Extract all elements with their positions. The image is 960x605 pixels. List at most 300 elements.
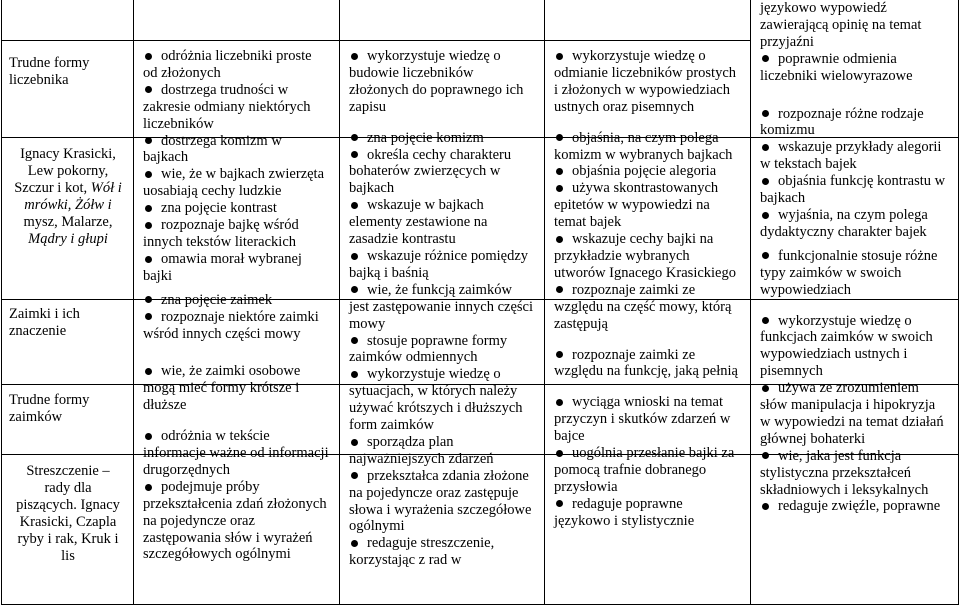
requirement-text: pomocą trafnie dobranego [554,461,707,478]
requirement-line [341,349,544,366]
table-border [1,0,2,605]
requirement-text: przyjaźni [760,33,814,50]
requirement-text: objaśnia funkcję kontrastu w [778,173,946,190]
requirement-text: wie, że w bajkach zwierzęta [161,166,325,183]
requirement-line [546,147,750,164]
requirement-text: utworów Ignacego Krasickiego [554,264,736,281]
requirement-item [546,496,750,513]
requirement-text: odróżnia w tekście [161,428,270,445]
requirement-line [341,265,544,282]
requirement-item [546,48,750,65]
requirement-item [546,130,750,147]
requirement-line [752,17,958,34]
requirement-line [135,149,339,166]
spacer [752,85,958,92]
topic-line [9,197,127,214]
requirement-text: względu na część mowy, którą [554,298,732,315]
requirement-text: wskazuje w bajkach [367,197,484,214]
requirement-line [752,282,958,299]
requirement-line [135,116,339,133]
bullet-icon [351,53,358,60]
spacer [752,306,958,313]
bullet-icon [145,296,152,303]
topic-line: Ignacy Krasicki, [20,146,116,162]
requirement-text: językowo i stylistycznie [554,512,695,529]
spacer [135,342,339,349]
requirement-line [752,34,958,51]
requirement-line [752,156,958,173]
requirement-text: przysłowia [554,478,618,495]
requirement-line [135,445,339,462]
requirement-item [341,282,544,299]
topic-cell [9,146,127,248]
requirement-line [135,99,339,116]
requirement-line [752,122,958,139]
requirement-text: omawia morał wybranej [161,250,302,267]
requirement-item [752,313,958,330]
requirement-text: zna pojęcie komizm [367,129,484,146]
bullet-icon [351,337,358,344]
bullet-icon [145,137,152,144]
requirement-text: wyciąga wnioski na temat [572,394,723,411]
requirement-text: bajki [143,267,172,284]
column-divider [544,0,545,605]
requirement-item [341,468,544,485]
bullet-icon [762,452,769,459]
requirement-text: komizmu [760,122,815,139]
requirement-text: złożonych do poprawnego ich [349,81,524,98]
bullet-icon [145,53,152,60]
requirement-text: zna pojęcie zaimek [161,291,273,308]
requirement-item [341,333,544,350]
topic-cell [9,55,89,89]
bullet-icon [556,134,563,141]
requirement-line [546,197,750,214]
spacer [752,99,958,106]
requirement-text: w tekstach bajek [760,156,857,173]
requirement-text: sporządza plan [367,433,454,450]
spacer [546,116,750,123]
bullet-icon [556,236,563,243]
bullet-icon [145,256,152,263]
requirements-column-4 [546,48,750,530]
bullet-icon [556,168,563,175]
requirement-item [341,535,544,552]
requirement-text: wśród innych części mowy [143,325,301,342]
requirement-text: rozpoznaje różne rodzaje [778,105,924,122]
requirement-item [752,498,958,515]
topic-line: ryby i rak, Kruk i [17,531,119,547]
bullet-icon [556,351,563,358]
requirement-line [752,224,958,241]
bullet-icon [762,212,769,219]
requirement-text: stylistyczna przekształceń [760,464,911,481]
requirement-item [135,479,339,496]
requirement-text: bajką i baśnią [349,264,429,281]
requirement-line [341,163,544,180]
bullet-icon [762,55,769,62]
topic-line: Krasicki, Czapla [19,514,117,530]
requirement-text: liczebniki wielowyrazowe [760,67,913,84]
requirement-item [135,363,339,380]
bullet-icon [351,439,358,446]
requirement-item [546,445,750,462]
bullet-icon [145,368,152,375]
requirement-text: liczebników [143,115,214,132]
spacer [135,414,339,421]
requirement-text: głównej bohaterki [760,430,866,447]
topic-line: Streszczenie – [26,463,110,479]
requirement-line [752,190,958,207]
bullet-icon [556,399,563,406]
requirement-text: w wypowiedzi na temat działań [760,413,944,430]
requirement-item [135,82,339,99]
requirement-line [546,411,750,428]
bullet-icon [351,253,358,260]
requirement-text: redaguje streszczenie, [367,535,495,552]
requirement-line [341,502,544,519]
requirement-line [341,518,544,535]
requirement-item [135,428,339,445]
requirement-item [546,394,750,411]
requirement-line [135,462,339,479]
requirement-line [546,316,750,333]
topic-line: Lew pokorny, [27,163,109,179]
topic-italic: mrówki, [24,197,76,213]
requirement-line [341,552,544,569]
requirement-line [546,65,750,82]
requirement-text: innych tekstów literackich [143,233,297,250]
bullet-icon [351,151,358,158]
bullet-icon [762,144,769,151]
requirement-item [752,248,958,265]
requirement-line [546,265,750,282]
requirement-text: wskazuje cechy bajki na [572,231,714,248]
requirement-item [341,248,544,265]
requirement-text: składniowych i leksykalnych [760,481,929,498]
requirement-text: epitetów w wypowiedzi na [554,197,710,214]
requirement-text: temat bajek [554,214,622,231]
column-divider [750,0,751,605]
topic-italic: Mądry i głupi [28,231,108,247]
topic-line: piszących. Ignacy [16,497,120,513]
spacer [135,349,339,356]
requirement-line [135,546,339,563]
requirement-text: elementy zestawione na [349,214,488,231]
requirement-line [546,363,750,380]
requirement-line [341,180,544,197]
requirement-text: słów manipulacja i hipokryzja [760,397,936,414]
bullet-icon [762,317,769,324]
requirement-text: używa skontrastowanych [572,180,719,197]
topic-line: lis [61,548,75,564]
requirement-text: dostrzega trudności w [161,81,289,98]
requirement-text: sytuacjach, w których należy [349,383,518,400]
topic-line: liczebnika [9,72,69,88]
bullet-icon [351,286,358,293]
requirement-item [135,309,339,326]
requirement-line [546,462,750,479]
requirement-item [546,180,750,197]
requirement-item [341,130,544,147]
topic-italic: Wół i [90,180,122,196]
requirements-column-5 [752,0,958,515]
requirement-text: przykładzie wybranych [554,247,690,264]
requirement-line [135,397,339,414]
requirement-line [546,248,750,265]
bullet-icon [556,53,563,60]
requirement-line [135,326,339,343]
topic-cell [9,306,80,340]
requirement-text: wie, że zaimki osobowe [161,363,301,380]
requirement-text: form zaimków [349,417,434,434]
bullet-icon [762,385,769,392]
requirement-text: ogólnymi [349,518,405,535]
requirement-line [341,65,544,82]
requirement-line [752,329,958,346]
requirement-line [546,513,750,530]
requirement-text: rozpoznaje niektóre zaimki [161,308,319,325]
requirement-item [341,197,544,214]
bullet-icon [762,252,769,259]
requirement-text: funkcjach zaimków w swoich [760,329,933,346]
requirement-line [135,496,339,513]
topic-line: rady dla [44,480,92,496]
requirement-text: ustnych oraz pisemnych [554,98,695,115]
requirement-text: przekształca zdania złożone [367,467,529,484]
requirements-column-3 [341,48,544,569]
requirement-text: zastępują [554,315,608,332]
bullet-icon [145,433,152,440]
requirement-line [135,234,339,251]
requirement-text: uosabiają cechy ludzkie [143,183,282,200]
bullet-icon [351,472,358,479]
requirement-item [752,380,958,397]
requirement-item [341,48,544,65]
requirement-text: bajkach [349,180,395,197]
requirement-text: redaguje zwięźle, poprawne [778,498,941,515]
bullet-icon [145,86,152,93]
requirement-line [341,316,544,333]
requirement-text: zastępowania słów i wyrażeń [143,529,313,546]
requirement-item [135,48,339,65]
requirement-text: funkcjonalnie stosuje różne [778,247,938,264]
spacer [546,123,750,130]
requirement-text: dostrzega komizm w [161,132,282,149]
bullet-icon [145,205,152,212]
requirement-text: wie, że funkcją zaimków [367,281,512,298]
requirement-text: bohaterów zwierzęcych w [349,163,501,180]
requirement-text: objaśnia, na czym polega [572,129,719,146]
requirement-text: wykorzystuje wiedzę o [572,48,706,64]
requirement-line [546,214,750,231]
requirement-text: najważniejszych zdarzeń [349,450,494,467]
requirement-text: przekształcenia zdań złożonych [143,495,327,512]
requirement-text: informacje ważne od informacji [143,445,329,462]
bullet-icon [556,500,563,507]
requirement-text: budowie liczebników [349,64,474,81]
requirement-text: używa ze zrozumieniem [778,380,919,397]
requirement-line [341,214,544,231]
requirement-text: korzystając z rad w [349,552,462,569]
requirement-text: wskazuje różnice pomiędzy [367,247,529,264]
spacer [341,116,544,123]
requirement-text: używać krótszych i dłuższych [349,400,523,417]
requirement-text: jest zastępowanie innych części [349,298,533,315]
bullet-icon [351,134,358,141]
requirement-line [341,485,544,502]
requirement-text: dłuższe [143,397,187,414]
requirement-item [752,448,958,465]
requirement-item [341,434,544,451]
topic-italic: Żółw i [75,197,112,213]
spacer [135,421,339,428]
requirement-text: wykorzystuje wiedzę o [367,366,501,383]
requirement-text: wskazuje przykłady alegorii [778,139,942,156]
requirement-line [752,68,958,85]
requirement-line [135,530,339,547]
bullet-icon [556,286,563,293]
requirement-text: zapisu [349,98,387,115]
requirement-text: pisemnych [760,363,823,380]
table-border [958,0,959,605]
bullet-icon [556,450,563,457]
bullet-icon [351,371,358,378]
requirement-text: wypowiedziach [760,281,851,298]
requirement-text: na pojedyncze oraz zastępuje [349,484,519,501]
requirement-text: wie, jaka jest funkcja [778,447,902,464]
topic-line [9,231,127,248]
bullet-icon [145,222,152,229]
requirement-line [546,428,750,445]
requirement-line [341,99,544,116]
requirement-item [341,366,544,383]
requirement-item [341,147,544,164]
requirement-text: rozpoznaje zaimki ze [572,346,696,363]
topic-cell [9,463,127,565]
requirement-item [752,51,958,68]
requirement-item [546,231,750,248]
requirement-line [546,99,750,116]
requirement-item [135,166,339,183]
bullet-icon [762,503,769,510]
spacer [546,340,750,347]
bullet-icon [145,313,152,320]
requirement-text: dydaktyczny charakter bajek [760,223,927,240]
topic-line: zaimków [9,409,63,425]
spacer [135,356,339,363]
requirement-line [135,65,339,82]
requirement-text: bajkach [143,149,189,166]
topic-line: Trudne formy [9,55,90,71]
requirement-line [752,482,958,499]
spacer [135,285,339,292]
bullet-icon [762,110,769,117]
bullet-icon [145,484,152,491]
requirement-line [341,299,544,316]
spacer [546,333,750,340]
requirement-text: wypowiedziach ustnych i [760,346,908,363]
spacer [752,241,958,248]
requirement-line [546,82,750,99]
requirement-item [135,217,339,234]
requirement-text: względu na funkcję, jaką pełnią [554,363,738,380]
requirement-text: zna pojęcie kontrast [161,200,277,217]
requirement-line [341,417,544,434]
requirement-item [752,139,958,156]
requirement-text: wyjaśnia, na czym polega [778,206,928,223]
spacer [546,387,750,394]
requirement-text: rozpoznaje bajkę wśród [161,217,299,234]
requirement-text: na pojedyncze oraz [143,512,255,529]
requirement-text: językowo wypowiedź [760,0,887,16]
topic-cell [9,392,89,426]
requirement-text: typy zaimków w swoich [760,264,902,281]
requirement-item [752,173,958,190]
column-divider [339,0,340,605]
spacer [752,92,958,99]
column-divider [133,0,134,605]
requirement-text: odróżnia liczebniki proste [161,48,312,64]
requirement-item [135,251,339,268]
requirement-item [135,200,339,217]
requirement-line [546,299,750,316]
requirement-item [752,207,958,224]
requirement-text: wykorzystuje wiedzę o [778,312,912,329]
topic-line: Zaimki i ich [9,306,80,322]
requirement-text: podejmuje próby [161,478,260,495]
requirement-text: poprawnie odmienia [778,50,897,67]
requirement-line [752,265,958,282]
spacer [546,380,750,387]
requirement-line [752,414,958,431]
bullet-icon [556,185,563,192]
requirement-text: określa cechy charakteru [367,146,512,163]
requirement-text: szczegółowych ogólnymi [143,546,291,563]
topic-line: mysz, Malarze, [23,214,113,230]
requirement-line [135,380,339,397]
requirement-line [752,0,958,17]
requirement-text: bajce [554,428,585,445]
requirement-item [546,347,750,364]
requirement-line [752,465,958,482]
requirement-text: słowa i wyrażenia szczegółowe [349,501,532,518]
requirement-text: bajkach [760,190,806,207]
spacer [752,299,958,306]
requirement-text: wykorzystuje wiedzę o [367,48,501,64]
requirement-item [135,133,339,150]
topic-line: Trudne formy [9,392,90,408]
requirement-text: odmianie liczebników prostych [554,64,737,81]
requirement-text: stosuje poprawne formy [367,332,508,349]
topic-line: znaczenie [9,323,67,339]
bullet-icon [762,178,769,185]
bullet-icon [145,171,152,178]
requirement-line [341,383,544,400]
requirement-text: zasadzie kontrastu [349,231,456,248]
requirement-item [546,282,750,299]
requirement-text: od złożonych [143,64,221,81]
requirement-text: i złożonych w wypowiedziach [554,81,730,98]
requirement-text: mowy [349,315,386,332]
spacer [341,123,544,130]
requirement-line [135,183,339,200]
requirement-line [341,82,544,99]
bullet-icon [351,202,358,209]
table-border [1,40,751,41]
requirement-item [135,292,339,309]
requirement-line [135,513,339,530]
